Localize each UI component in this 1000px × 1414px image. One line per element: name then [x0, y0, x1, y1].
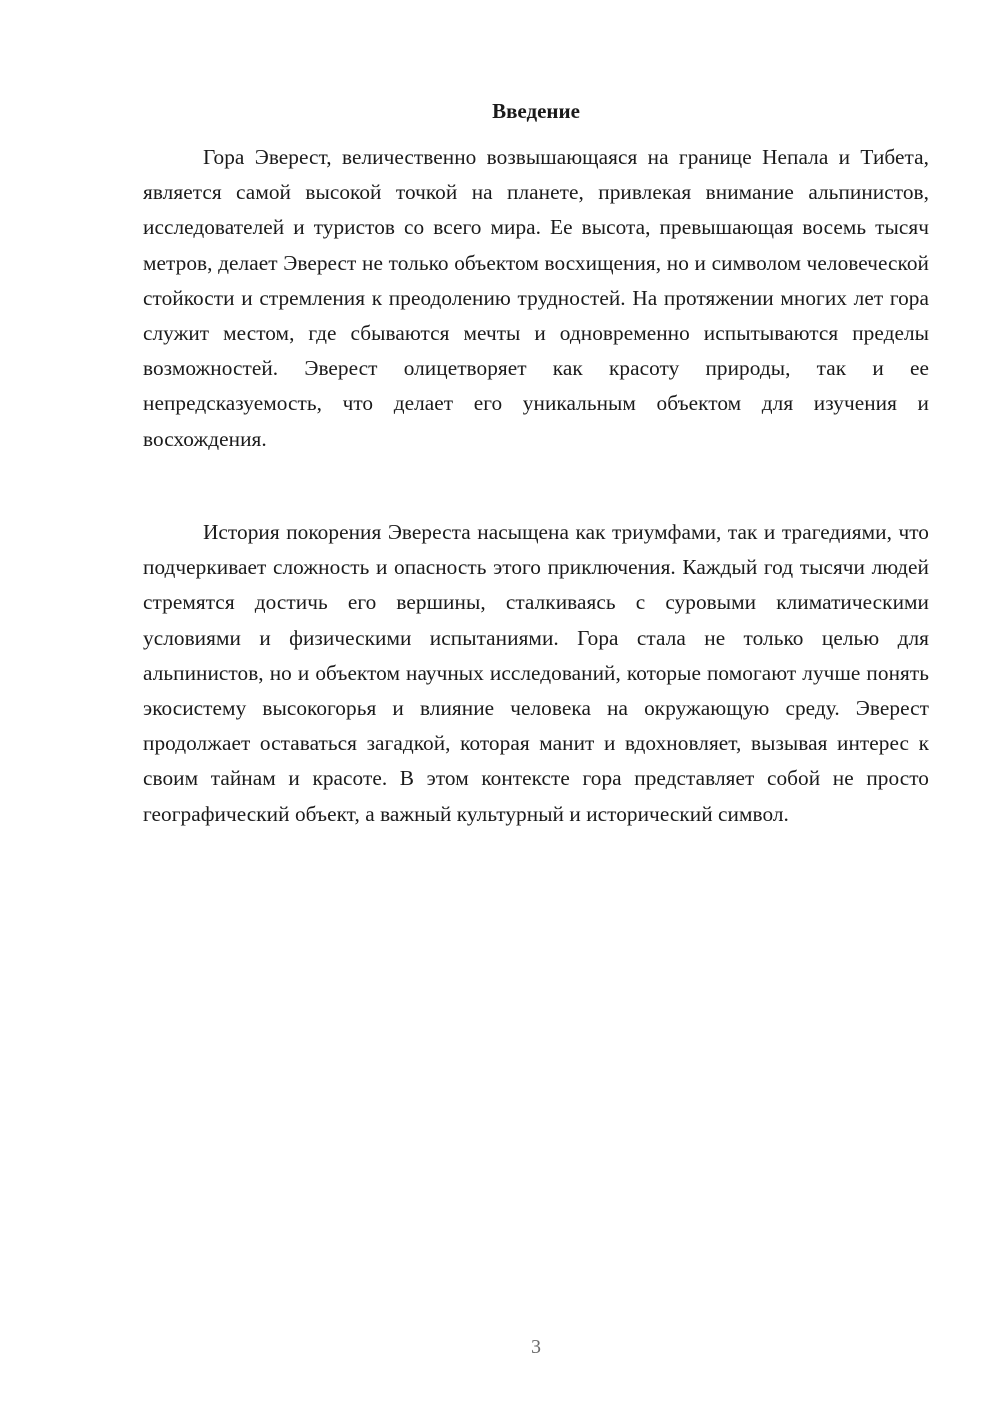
page-number: 3: [531, 1336, 541, 1358]
paragraph-1: Гора Эверест, величественно возвышающаяся на границе Непала и Тибета, является самой высокой точкой на планете, привлекая внимание альпинистов, исследователей и туристов со всего мира. Ее высота, превышающая восемь тысяч метров, делает Эверест не только объектом восхищения, но и символом человеческой стойкости и стремления к преодолению трудностей. На протяжении многих лет гора служит местом, где сбываются мечты и одновременно испытываются пределы возможностей. Эверест олицетворяет как красоту природы, так и ее непредсказуемость, что делает его уникальным объектом для изучения и восхождения.: [143, 145, 929, 451]
paragraph-2: История покорения Эвереста насыщена как триумфами, так и трагедиями, что подчеркивает сложность и опасность этого приключения. Каждый год тысячи людей стремятся достичь его вершины, сталкиваясь с суровыми климатическими условиями и физическими испытаниями. Гора стала не только целью для альпинистов, но и объектом научных исследований, которые помогают лучше понять экосистему высокогорья и влияние человека на окружающую среду. Эверест продолжает оставаться загадкой, которая манит и вдохновляет, вызывая интерес к своим тайнам и красоте. В этом контексте гора представляет собой не просто географический объект, а важный культурный и исторический символ.: [143, 520, 929, 826]
section-heading: Введение: [492, 99, 580, 123]
